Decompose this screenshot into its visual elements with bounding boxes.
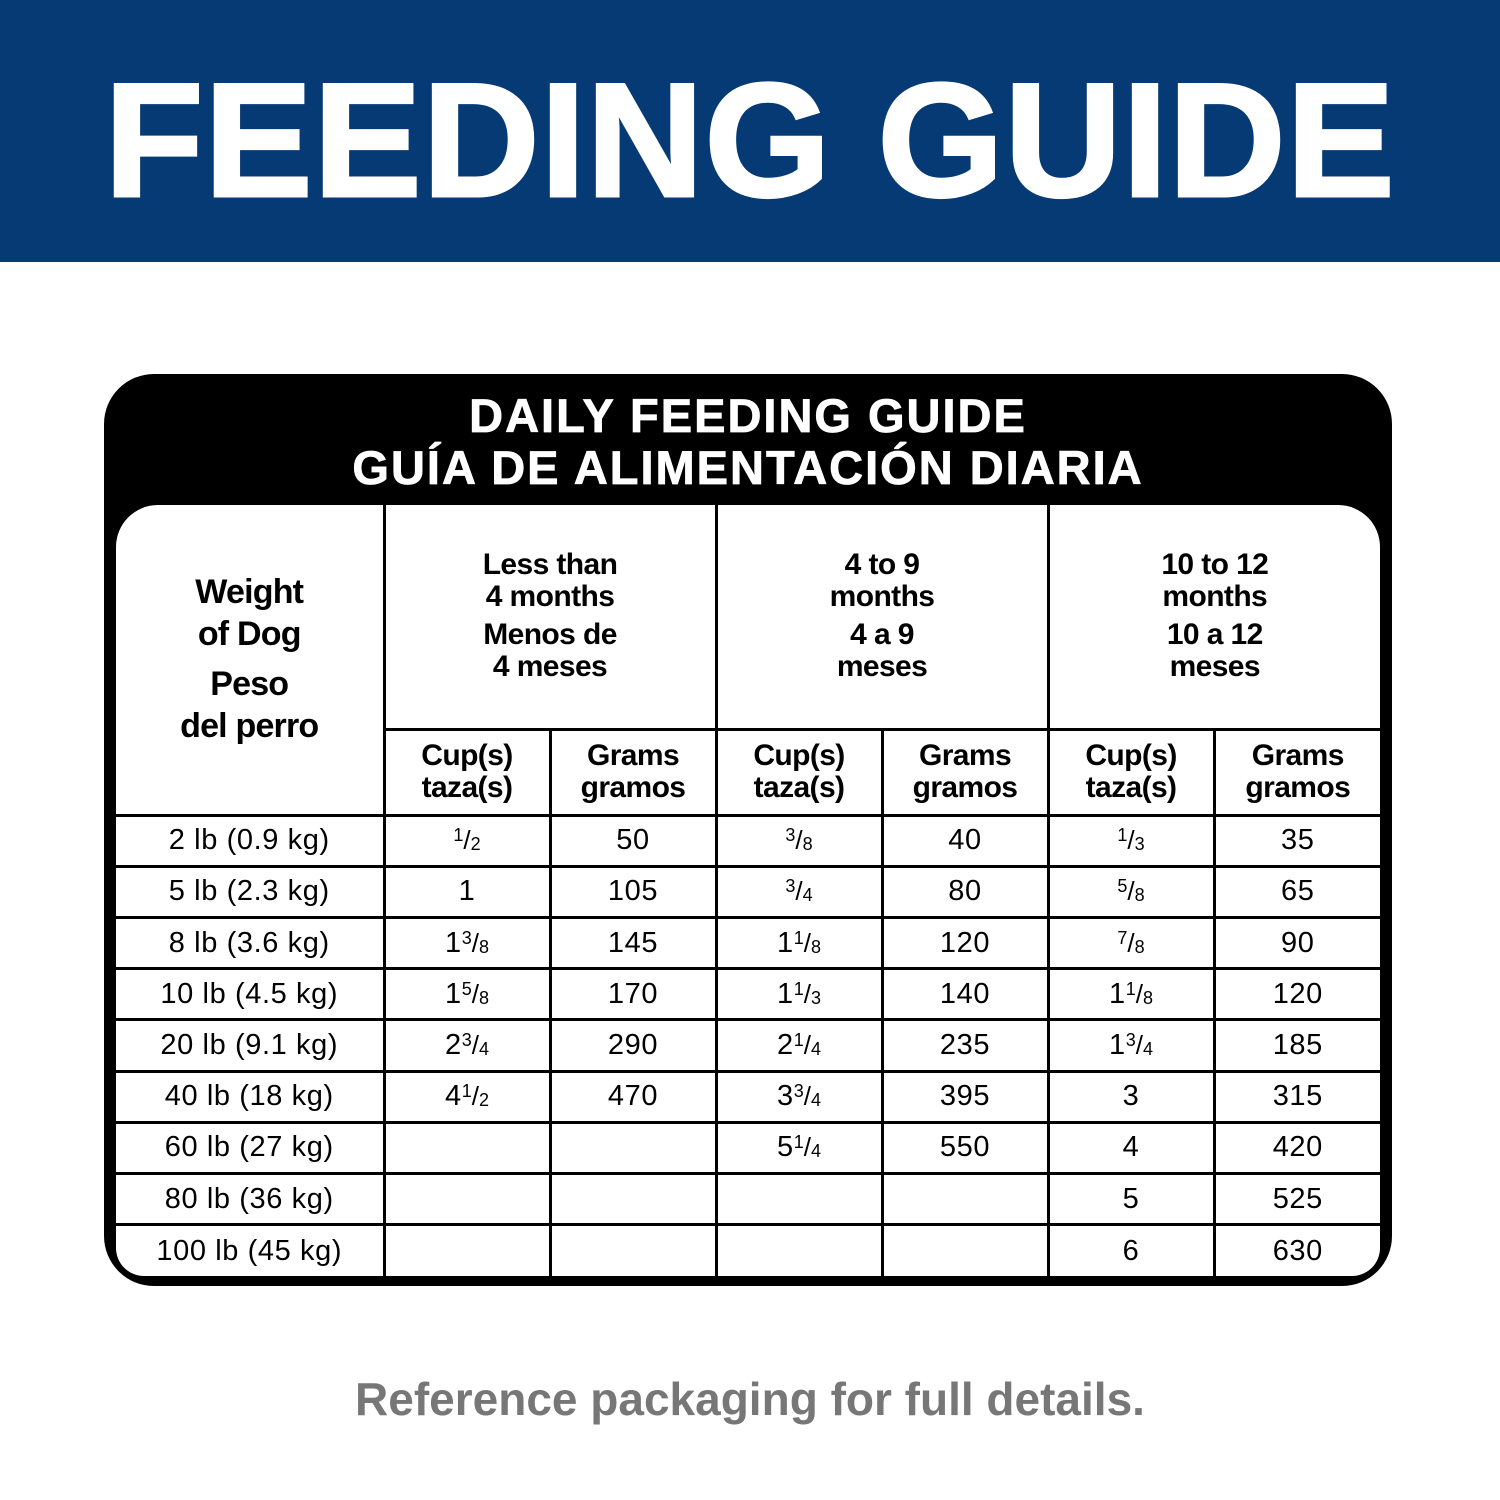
weight-of-dog-header: [116, 505, 384, 815]
cups-cell: 3: [1048, 1071, 1214, 1122]
card-title-es: GUÍA DE ALIMENTACIÓN DIARIA: [352, 441, 1144, 494]
header-line: meses: [1169, 650, 1260, 684]
weight-cell: 20 lb (9.1 kg): [116, 1020, 384, 1071]
header-line: gramos: [1245, 771, 1351, 804]
table-row: [116, 1122, 1380, 1173]
card-title-en: DAILY FEEDING GUIDE: [469, 389, 1027, 442]
cups-cell: [716, 1174, 882, 1225]
header-line: Weight: [195, 573, 304, 612]
feeding-guide-card: [104, 374, 1392, 1286]
grams-header: [1214, 729, 1380, 815]
header-en: [386, 549, 715, 613]
table-row: [116, 866, 1380, 917]
header-line: 4 meses: [492, 650, 608, 684]
table-container: [116, 505, 1380, 1276]
grams-cell: 140: [882, 969, 1048, 1020]
cups-header: [384, 729, 550, 815]
cups-cell: $^1$/2: [384, 815, 550, 866]
header-line: Grams: [1251, 739, 1344, 772]
grams-cell: 185: [1214, 1020, 1380, 1071]
grams-cell: 170: [550, 969, 716, 1020]
grams-cell: 145: [550, 917, 716, 968]
header-line: 10 to 12: [1161, 548, 1269, 582]
cups-header: [1048, 729, 1214, 815]
header-line: Peso: [210, 665, 289, 704]
grams-cell: 65: [1214, 866, 1380, 917]
header-line: 10 a 12: [1166, 618, 1263, 652]
cups-cell: 5: [1048, 1174, 1214, 1225]
grams-cell: [550, 1122, 716, 1173]
table-row: [116, 917, 1380, 968]
grams-cell: [882, 1225, 1048, 1276]
grams-cell: 35: [1214, 815, 1380, 866]
header-en: [718, 549, 1047, 613]
grams-cell: 630: [1214, 1225, 1380, 1276]
cups-header: [716, 729, 882, 815]
table-body: [116, 815, 1380, 1276]
cups-cell: $1^3/8$: [384, 917, 550, 968]
table-row: [116, 1225, 1380, 1276]
header-line: 4 a 9: [850, 618, 914, 652]
page-title: FEEDING GUIDE: [104, 50, 1396, 231]
grams-cell: 90: [1214, 917, 1380, 968]
grams-cell: 235: [882, 1020, 1048, 1071]
feeding-table: [116, 505, 1380, 1276]
cups-cell: $5^1/4$: [716, 1122, 882, 1173]
weight-cell: 8 lb (3.6 kg): [116, 917, 384, 968]
grams-cell: [550, 1225, 716, 1276]
grams-cell: 120: [1214, 969, 1380, 1020]
cups-cell: $^5$/8: [1048, 866, 1214, 917]
header-es: [116, 663, 383, 747]
header-line: taza(s): [753, 771, 845, 804]
header-es: [386, 619, 715, 683]
weight-cell: 100 lb (45 kg): [116, 1225, 384, 1276]
cups-cell: $2^1/4$: [716, 1020, 882, 1071]
table-row: [116, 1020, 1380, 1071]
header-banner: [0, 0, 1500, 262]
age-group-header-4-to-9-months: [716, 505, 1048, 729]
header-es: [1050, 619, 1380, 683]
cups-cell: 1: [384, 866, 550, 917]
header-line: Less than: [482, 548, 618, 582]
cups-cell: 6: [1048, 1225, 1214, 1276]
table-row: [116, 1071, 1380, 1122]
cups-cell: $^7$/8: [1048, 917, 1214, 968]
grams-cell: 550: [882, 1122, 1048, 1173]
grams-cell: [882, 1174, 1048, 1225]
header-line: 4 months: [485, 580, 615, 614]
header-line: Cup(s): [1085, 739, 1177, 772]
cups-cell: $1^5/8$: [384, 969, 550, 1020]
weight-cell: 60 lb (27 kg): [116, 1122, 384, 1173]
table-row: [116, 815, 1380, 866]
cups-cell: $^3$/8: [716, 815, 882, 866]
cups-cell: $1^3/4$: [1048, 1020, 1214, 1071]
grams-cell: 470: [550, 1071, 716, 1122]
grams-cell: 395: [882, 1071, 1048, 1122]
header-line: del perro: [180, 707, 319, 746]
header-en: [116, 571, 383, 655]
grams-cell: 420: [1214, 1122, 1380, 1173]
age-group-header-less-than-4-months: [384, 505, 716, 729]
weight-cell: 2 lb (0.9 kg): [116, 815, 384, 866]
header-line: Menos de: [483, 618, 617, 652]
table-row: [116, 969, 1380, 1020]
table-row: [116, 1174, 1380, 1225]
cups-cell: [384, 1174, 550, 1225]
header-line: meses: [836, 650, 928, 684]
cups-cell: [384, 1225, 550, 1276]
grams-header: [882, 729, 1048, 815]
weight-cell: 10 lb (4.5 kg): [116, 969, 384, 1020]
grams-cell: 525: [1214, 1174, 1380, 1225]
cups-cell: [384, 1122, 550, 1173]
header-line: taza(s): [421, 771, 513, 804]
cups-cell: 4: [1048, 1122, 1214, 1173]
grams-cell: [550, 1174, 716, 1225]
header-line: gramos: [912, 771, 1018, 804]
header-line: Grams: [586, 739, 680, 772]
header-en: [1050, 549, 1380, 613]
header-line: of Dog: [197, 615, 301, 654]
cups-cell: $1^1/8$: [1048, 969, 1214, 1020]
header-line: Cup(s): [753, 739, 845, 772]
header-row-age-groups: [116, 505, 1380, 729]
grams-header: [550, 729, 716, 815]
header-line: taza(s): [1085, 771, 1177, 804]
cups-cell: [716, 1225, 882, 1276]
cups-cell: $4^1/2$: [384, 1071, 550, 1122]
age-group-header-10-to-12-months: [1048, 505, 1380, 729]
header-line: Grams: [918, 739, 1012, 772]
header-line: Cup(s): [421, 739, 513, 772]
weight-cell: 80 lb (36 kg): [116, 1174, 384, 1225]
weight-cell: 5 lb (2.3 kg): [116, 866, 384, 917]
cups-cell: $^3$/4: [716, 866, 882, 917]
grams-cell: 80: [882, 866, 1048, 917]
header-line: months: [1162, 580, 1268, 614]
grams-cell: 40: [882, 815, 1048, 866]
header-es: [718, 619, 1047, 683]
cups-cell: $1^1/8$: [716, 917, 882, 968]
header-line: months: [829, 580, 935, 614]
header-line: 4 to 9: [844, 548, 920, 582]
header-line: gramos: [580, 771, 686, 804]
grams-cell: 290: [550, 1020, 716, 1071]
weight-cell: 40 lb (18 kg): [116, 1071, 384, 1122]
grams-cell: 105: [550, 866, 716, 917]
cups-cell: $^1$/3: [1048, 815, 1214, 866]
grams-cell: 50: [550, 815, 716, 866]
footer-note: Reference packaging for full details.: [355, 1373, 1145, 1425]
grams-cell: 120: [882, 917, 1048, 968]
cups-cell: $1^1/3$: [716, 969, 882, 1020]
cups-cell: $2^3/4$: [384, 1020, 550, 1071]
grams-cell: 315: [1214, 1071, 1380, 1122]
cups-cell: $3^3/4$: [716, 1071, 882, 1122]
